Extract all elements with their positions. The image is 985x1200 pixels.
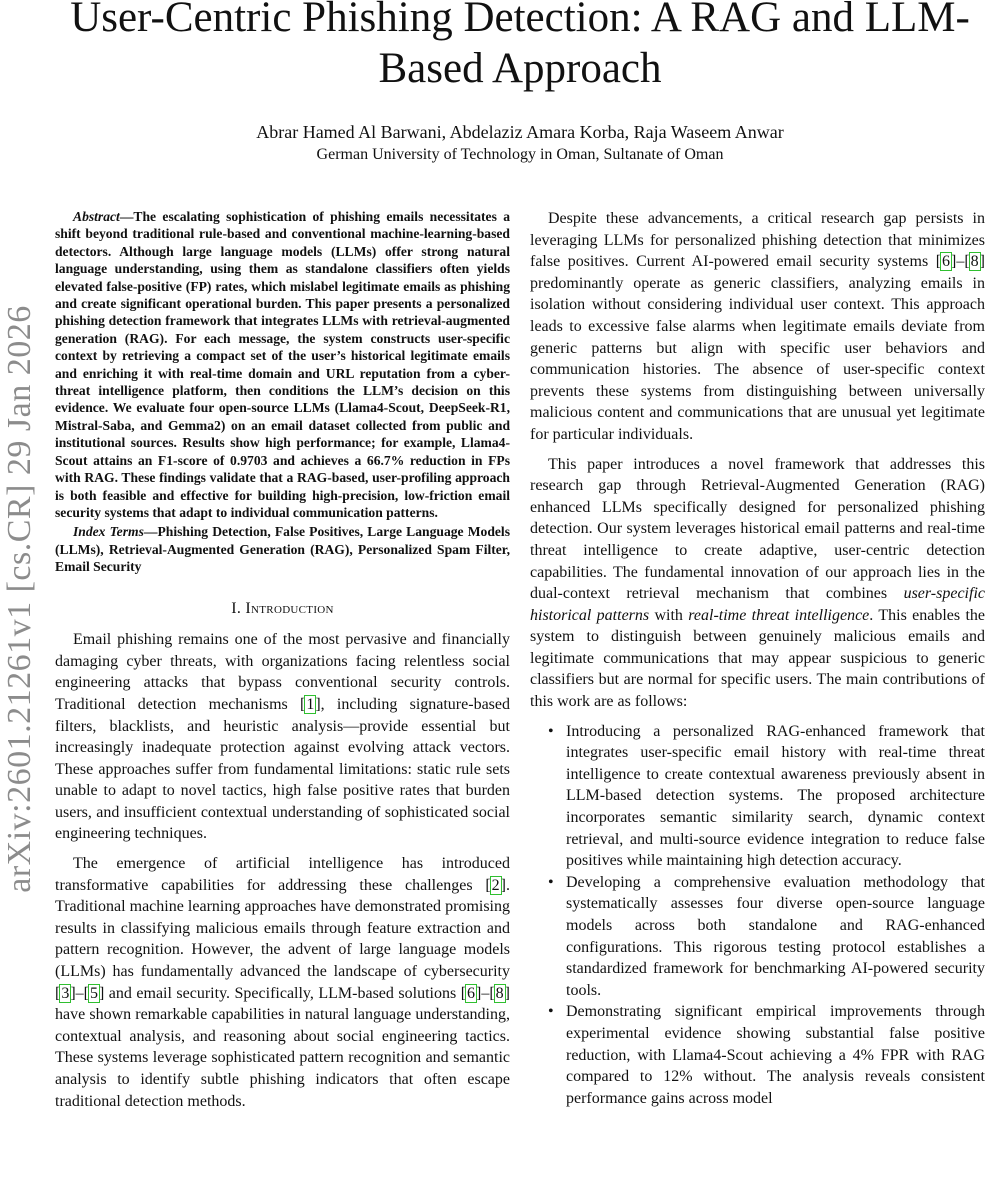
citation-link[interactable]: [3] [55,984,76,1002]
emphasis: user-specific historical patterns [530,585,985,624]
contribution-item: • Demonstrating significant empirical improvements through experimental evidence showing substantial false positive reduction, with Llama4-Scout achieving a 4% FPR with RAG compared to 12% without. The analysis reveals consistent performance gains across model [566,1001,985,1109]
abstract-label: Abstract [73,209,120,224]
index-terms-text: Phishing Detection, False Positives, Large Language Models (LLMs), Retrieval-Augmented Generation (RAG), Personalized Spam Filter, Email Security [55,524,510,575]
left-column [55,208,510,1200]
citation-link[interactable]: [6] [460,984,482,1002]
citation-number[interactable]: 6 [942,253,951,271]
contribution-item: • Developing a comprehensive evaluation methodology that systematically assesses four diverse open-source language models across both standalone and RAG-enhanced configurations. This rigorous testing protocol establishes a standardized framework for benchmarking AI-powered security tools. [566,872,985,1002]
contributions-list [530,721,985,1110]
text-run: . This enables the system to distinguish between genuinely malicious emails and legitimate communications that may appear suspicious to generic classifiers but are normal for specific users. The main contributions of this work are as follows: [530,606,985,711]
citation-number[interactable]: 3 [61,984,70,1002]
index-terms: Index Terms—Phishing Detection, False Positives, Large Language Models (LLMs), Retrieval-Augmented Generation (RAG), Personalized Spam Filter, Email Security [55,524,510,575]
text-run: with [649,606,689,624]
text-run: Email phishing remains one of the most pervasive and financially damaging cyber threats, with organizations facing relentless social engineering attacks that bypass conventional security controls. Traditional detection mechanisms [55,631,510,713]
index-terms-label: Index Terms [73,524,144,540]
intro-paragraph-3 [530,208,985,446]
intro-paragraph-1 [55,629,510,845]
citation-link[interactable]: [2] [485,876,506,894]
text-run: have shown remarkable capabilities in natural language understanding, contextual analysis, and reasoning about social engineering tactics. These systems leverage sophisticated pattern recognition and semantic analysis to identify subtle phishing indicators that often escape traditional detection methods. [55,1006,510,1110]
text-run: and email security. Specifically, LLM-based solutions [104,984,461,1002]
citation-range-dash: – [75,984,84,1002]
citation-range-dash: – [956,253,965,271]
intro-paragraph-2 [55,853,510,1112]
text-run: , including signature-based filters, blacklists, and heuristic analysis—provide essential but increasingly inadequate protection against evolving attack vectors. These approaches suffer from fundamental limitations: static rule sets unable to adapt to novel tactics, high false positive rates that burden users, and insufficient contextual understanding of sophisticated social engineering techniques. [55,695,510,843]
text-run: This paper introduces a novel framework that addresses this research gap through Retrieval-Augmented Generation (RAG) enhanced LLMs specifically designed for personalized phishing detection. Our system leverages historical email patterns and real-time threat intelligence to create adaptive, user-centric detection capabilities. The fundamental innovation of our approach lies in the dual-context retrieval mechanism that combines [530,455,985,603]
citation-number[interactable]: 8 [970,253,979,271]
citation-link[interactable]: [6] [935,253,957,271]
paper-title: User-Centric Phishing Detection: A RAG and LLM-Based Approach [70,0,970,92]
emphasis: real-time threat intelligence [688,606,870,624]
arxiv-identifier: arXiv:2601.21261v1 [cs.CR] 29 Jan 2026 [1,305,38,893]
right-column [530,208,985,1200]
citation-number[interactable]: 6 [467,984,476,1002]
text-run: Despite these advancements, a critical research gap persists in leveraging LLMs for personalized phishing detection that minimizes false positives. Current AI-powered email security systems [530,210,985,271]
citation-link[interactable]: [1] [300,695,321,713]
text-run: . Traditional machine learning approaches have demonstrated promising results in classifying malicious emails through feature extraction and pattern recognition. However, the advent of large language models (LLMs) has fundamentally advanced the landscape of cybersecurity [55,876,510,981]
affiliation: German University of Technology in Oman, Sultanate of Oman [316,146,724,163]
citation-link[interactable]: [8] [964,253,985,271]
intro-paragraph-4 [530,454,985,713]
right-column-flow [530,208,985,1109]
author-list: Abrar Hamed Al Barwani, Abdelaziz Amara Korba, Raja Waseem Anwar [256,122,784,142]
citation-range-dash: – [481,984,490,1002]
citation-number[interactable]: 2 [491,876,500,894]
text-run: The emergence of artificial intelligence has introduced transformative capabilities for addressing these challenges [55,855,510,894]
citation-number[interactable]: 1 [306,695,315,713]
text-run: predominantly operate as generic classifiers, analyzing emails in isolation without considering individual user context. This approach leads to excessive false alarms when legitimate emails deviate from generic patterns but align with specific user behaviors and communication histories. The absence of user-specific context prevents these systems from distinguishing between universally malicious content and communications that are unusual yet legitimate for particular individuals. [530,274,985,443]
citation-number[interactable]: 5 [89,984,98,1002]
citation-link[interactable]: [5] [83,984,105,1002]
abstract: Abstract—The escalating sophistication of phishing emails necessitates a shift beyond traditional rule-based and conventional machine-learning-based detectors. Although large language models (LLMs) offer strong natural language understanding, using them as standalone classifiers often yields elevated false-positive (FP) rates, which mislabel legitimate emails as phishing and create significant operational burden. This paper presents a personalized phishing detection framework that integrates LLMs with retrieval-augmented generation (RAG). For each message, the system constructs user-specific context by retrieving a compact set of the user’s historical legitimate emails and enriching it with real-time domain and URL reputation from a cyber-threat intelligence platform, then conditions the LLM’s decision on this evidence. We evaluate four open-source LLMs (Llama4-Scout, DeepSeek-R1, Mistral-Saba, and Gemma2) on an email dataset collected from public and institutional sources. Results show high performance; for example, Llama4-Scout attains an F1-score of 0.9703 and achieves a 66.7% reduction in FPs with RAG. These findings validate that a RAG-based, user-profiling approach is both feasible and effective for building high-precision, low-friction email security systems that adapt to individual communication patterns. [55,209,510,520]
contribution-item: • Introducing a personalized RAG-enhanced framework that integrates user-specific email history with real-time threat intelligence to create contextual awareness previously absent in LLM-based detection systems. The proposed architecture incorporates semantic similarity search, dynamic context retrieval, and multi-source evidence integration to reduce false positives while maintaining high detection accuracy. [566,721,985,872]
section-heading-introduction: I. Introduction [231,599,334,617]
abstract-text: The escalating sophistication of phishing emails necessitates a shift beyond traditional rule-based and conventional machine-learning-based detectors. Although large language models (LLMs) offer strong natural language understanding, using them as standalone classifiers often yields elevated false-positive (FP) rates, which mislabel legitimate emails as phishing and create significant operational burden. This paper presents a personalized phishing detection framework that integrates LLMs with retrieval-augmented generation (RAG). For each message, the system constructs user-specific context by retrieving a compact set of the user’s historical legitimate emails and enriching it with real-time domain and URL reputation from a cyber-threat intelligence platform, then conditions the LLM’s decision on this evidence. We evaluate four open-source LLMs (Llama4-Scout, DeepSeek-R1, Mistral-Saba, and Gemma2) on an email dataset collected from public and institutional sources. Results show high performance; for example, Llama4-Scout attains an F1-score of 0.9703 and achieves a 66.7% reduction in FPs with RAG. These findings validate that a RAG-based, user-profiling approach is both feasible and effective for building high-precision, low-friction email security systems that adapt to individual communication patterns. [55,209,510,520]
citation-number[interactable]: 8 [495,984,504,1002]
citation-link[interactable]: [8] [489,984,510,1002]
